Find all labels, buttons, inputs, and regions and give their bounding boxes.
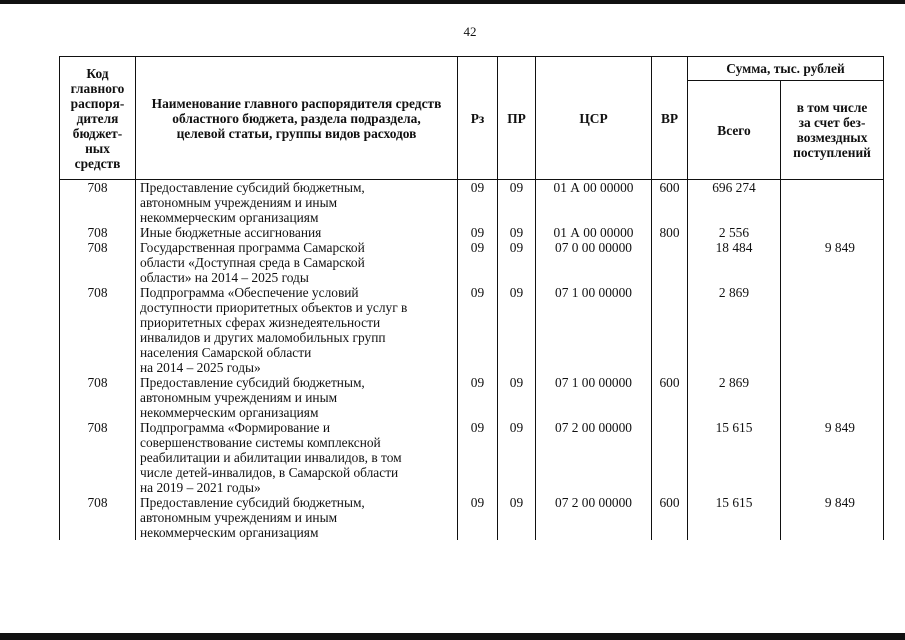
cell-csr: 07 2 00 00000 <box>536 495 652 540</box>
table-header <box>60 57 884 180</box>
header-total: Всего <box>688 81 781 180</box>
cell-total: 18 484 <box>688 240 781 285</box>
cell-free <box>781 375 884 420</box>
cell-pr: 09 <box>498 420 536 495</box>
table-row <box>60 225 884 240</box>
cell-free: 9 849 <box>781 240 884 285</box>
cell-pr: 09 <box>498 285 536 375</box>
cell-total: 2 556 <box>688 225 781 240</box>
table-row <box>60 495 884 540</box>
cell-vr: 600 <box>652 375 688 420</box>
table-row <box>60 180 884 226</box>
cell-csr: 07 1 00 00000 <box>536 375 652 420</box>
cell-pr: 09 <box>498 225 536 240</box>
top-border-bar <box>0 0 905 4</box>
table-row <box>60 375 884 420</box>
cell-total: 696 274 <box>688 180 781 226</box>
cell-code: 708 <box>60 495 136 540</box>
header-name-text: Наименование главного распорядителя средств областного бюджета, раздела подраздела, целевой статьи, группы видов расходов <box>151 95 442 141</box>
header-csr: ЦСР <box>536 57 652 180</box>
cell-vr: 600 <box>652 495 688 540</box>
cell-rz: 09 <box>458 495 498 540</box>
cell-code: 708 <box>60 420 136 495</box>
cell-rz: 09 <box>458 240 498 285</box>
cell-free <box>781 285 884 375</box>
page-number: 42 <box>463 24 477 39</box>
header-name <box>136 57 458 180</box>
cell-free: 9 849 <box>781 420 884 495</box>
cell-free <box>781 180 884 226</box>
cell-pr: 09 <box>498 495 536 540</box>
cell-pr: 09 <box>498 375 536 420</box>
cell-vr <box>652 285 688 375</box>
header-rz: Рз <box>458 57 498 180</box>
table-row <box>60 240 884 285</box>
cell-free: 9 849 <box>781 495 884 540</box>
cell-rz: 09 <box>458 285 498 375</box>
cell-pr: 09 <box>498 240 536 285</box>
cell-csr: 07 2 00 00000 <box>536 420 652 495</box>
cell-code: 708 <box>60 225 136 240</box>
cell-csr: 01 А 00 00000 <box>536 180 652 226</box>
header-code-text: Код главного распоря- дителя бюджет- ных средств <box>70 65 125 171</box>
cell-vr: 800 <box>652 225 688 240</box>
cell-name: Подпрограмма «Обеспечение условий доступности приоритетных объектов и услуг в приоритетных сферах жизнедеятельности инвалидов и других маломобильных групп населения Самарской области на 2014 – 2025 годы» <box>136 285 458 375</box>
cell-total: 2 869 <box>688 285 781 375</box>
cell-total: 15 615 <box>688 495 781 540</box>
cell-name: Иные бюджетные ассигнования <box>136 225 458 240</box>
cell-name: Предоставление субсидий бюджетным, автономным учреждениям и иным некоммерческим организациям <box>136 375 458 420</box>
cell-total: 15 615 <box>688 420 781 495</box>
header-sum: Сумма, тыс. рублей <box>688 57 884 81</box>
budget-table <box>59 56 884 540</box>
cell-name: Подпрограмма «Формирование и совершенствование системы комплексной реабилитации и абилитации инвалидов, в том числе детей-инвалидов, в Самарской области на 2019 – 2021 годы» <box>136 420 458 495</box>
cell-csr: 07 0 00 00000 <box>536 240 652 285</box>
cell-rz: 09 <box>458 180 498 226</box>
table-row <box>60 420 884 495</box>
cell-code: 708 <box>60 240 136 285</box>
cell-total: 2 869 <box>688 375 781 420</box>
cell-rz: 09 <box>458 375 498 420</box>
table-row <box>60 285 884 375</box>
cell-rz: 09 <box>458 420 498 495</box>
cell-vr <box>652 420 688 495</box>
cell-pr: 09 <box>498 180 536 226</box>
header-free-text: в том числе за счет без- возмездных поступлений <box>793 100 871 160</box>
header-code <box>60 57 136 180</box>
cell-rz: 09 <box>458 225 498 240</box>
table-body <box>60 180 884 541</box>
cell-csr: 01 А 00 00000 <box>536 225 652 240</box>
cell-code: 708 <box>60 180 136 226</box>
header-pr: ПР <box>498 57 536 180</box>
cell-name: Предоставление субсидий бюджетным, автономным учреждениям и иным некоммерческим организациям <box>136 180 458 226</box>
cell-csr: 07 1 00 00000 <box>536 285 652 375</box>
cell-vr <box>652 240 688 285</box>
header-free <box>781 81 884 180</box>
cell-name: Государственная программа Самарской области «Доступная среда в Самарской области» на 2014 – 2025 годы <box>136 240 458 285</box>
cell-name: Предоставление субсидий бюджетным, автономным учреждениям и иным некоммерческим организациям <box>136 495 458 540</box>
header-vr: ВР <box>652 57 688 180</box>
bottom-border-bar <box>0 633 905 640</box>
cell-code: 708 <box>60 375 136 420</box>
cell-vr: 600 <box>652 180 688 226</box>
cell-free <box>781 225 884 240</box>
cell-code: 708 <box>60 285 136 375</box>
